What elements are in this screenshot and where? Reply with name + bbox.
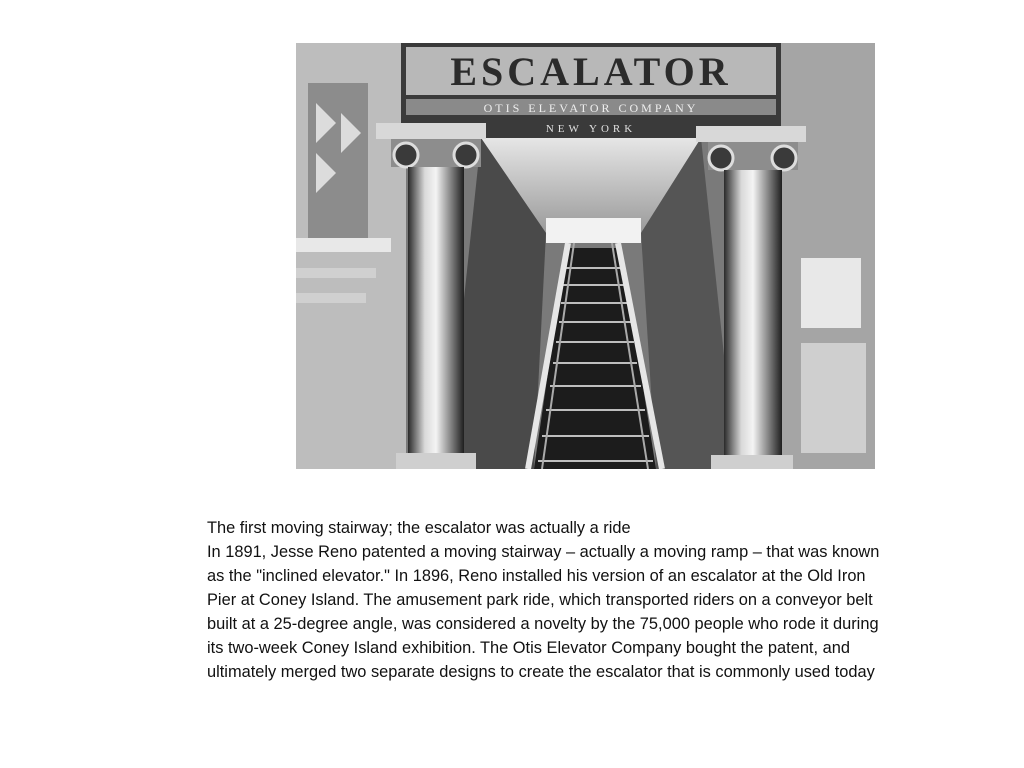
sign-city-text: NEW YORK [545, 123, 637, 135]
sign-main-text: ESCALATOR [450, 49, 732, 94]
caption-text-block [207, 516, 887, 684]
escalator-photo [296, 43, 875, 469]
caption-heading: The first moving stairway; the escalator was actually a ride [207, 519, 631, 537]
sign-company-text: OTIS ELEVATOR COMPANY [483, 101, 699, 115]
caption-body: In 1891, Jesse Reno patented a moving stairway – actually a moving ramp – that was known as the "inclined elevator." In 1896, Reno installed his version of an escalator at the Old Iron Pier at Coney Island. The amusement park ride, which transported riders on a conveyor belt built at a 25-degree angle, was considered a novelty by the 75,000 people who rode it during its two-week Coney Island exhibition. The Otis Elevator Company bought the patent, and ultimately merged two separate designs to create the escalator that is commonly used today [207, 543, 880, 681]
